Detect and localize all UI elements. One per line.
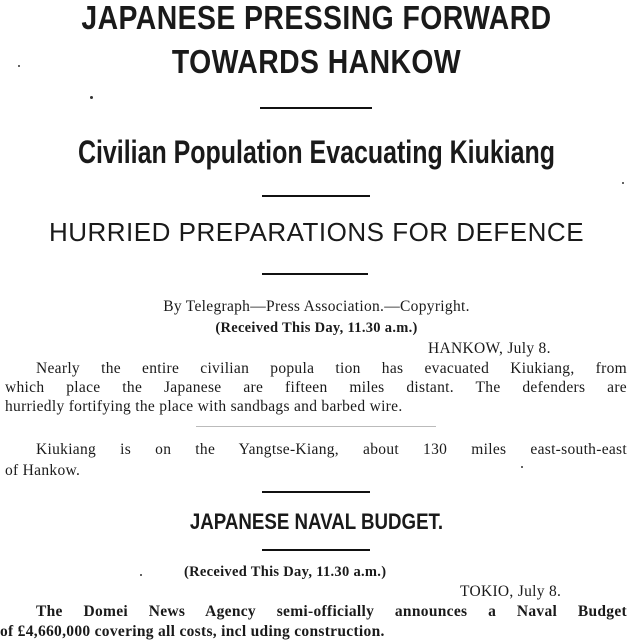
- dateline: TOKIO, July 8.: [460, 583, 562, 600]
- paragraph-line: The Domei News Agency semi-officially announces a Naval Budget: [36, 603, 627, 620]
- divider-rule: [262, 273, 368, 275]
- paragraph-line: hurriedly fortifying the place with sandbags and barbed wire.: [5, 398, 403, 415]
- divider-rule: [262, 491, 370, 493]
- paragraph-line: which place the Japanese are fifteen miles distant. The defenders are: [5, 379, 627, 396]
- print-speck: [140, 574, 142, 576]
- paragraph-line: of £4,660,000 covering all costs, incl uding construction.: [0, 623, 385, 640]
- divider-rule: [262, 195, 370, 197]
- subheadline: Civilian Population Evacuating Kiukiang: [77, 134, 556, 170]
- dateline: HANKOW, July 8.: [428, 340, 551, 357]
- divider-rule: [260, 107, 372, 109]
- headline-line-2: TOWARDS HANKOW: [171, 43, 462, 80]
- print-speck: [18, 65, 20, 67]
- received-time: (Received This Day, 11.30 a.m.): [184, 564, 387, 580]
- received-time: (Received This Day, 11.30 a.m.): [215, 320, 418, 336]
- paragraph-line: Nearly the entire civilian popula tion has evacuated Kiukiang, from: [36, 360, 627, 377]
- section-heading: HURRIED PREPARATIONS FOR DEFENCE: [48, 217, 585, 247]
- headline-line-1: JAPANESE PRESSING FORWARD: [81, 0, 552, 36]
- divider-rule: [196, 426, 436, 427]
- print-speck: [90, 96, 93, 99]
- paragraph-line: Kiukiang is on the Yangtse-Kiang, about 130 miles east-south-east: [36, 441, 627, 458]
- print-speck: [521, 466, 523, 468]
- print-speck: [622, 182, 624, 184]
- divider-rule: [262, 549, 370, 551]
- paragraph-line: of Hankow.: [5, 462, 81, 479]
- byline: By Telegraph—Press Association.—Copyright.: [163, 298, 470, 315]
- naval-budget-heading: JAPANESE NAVAL BUDGET.: [189, 509, 444, 534]
